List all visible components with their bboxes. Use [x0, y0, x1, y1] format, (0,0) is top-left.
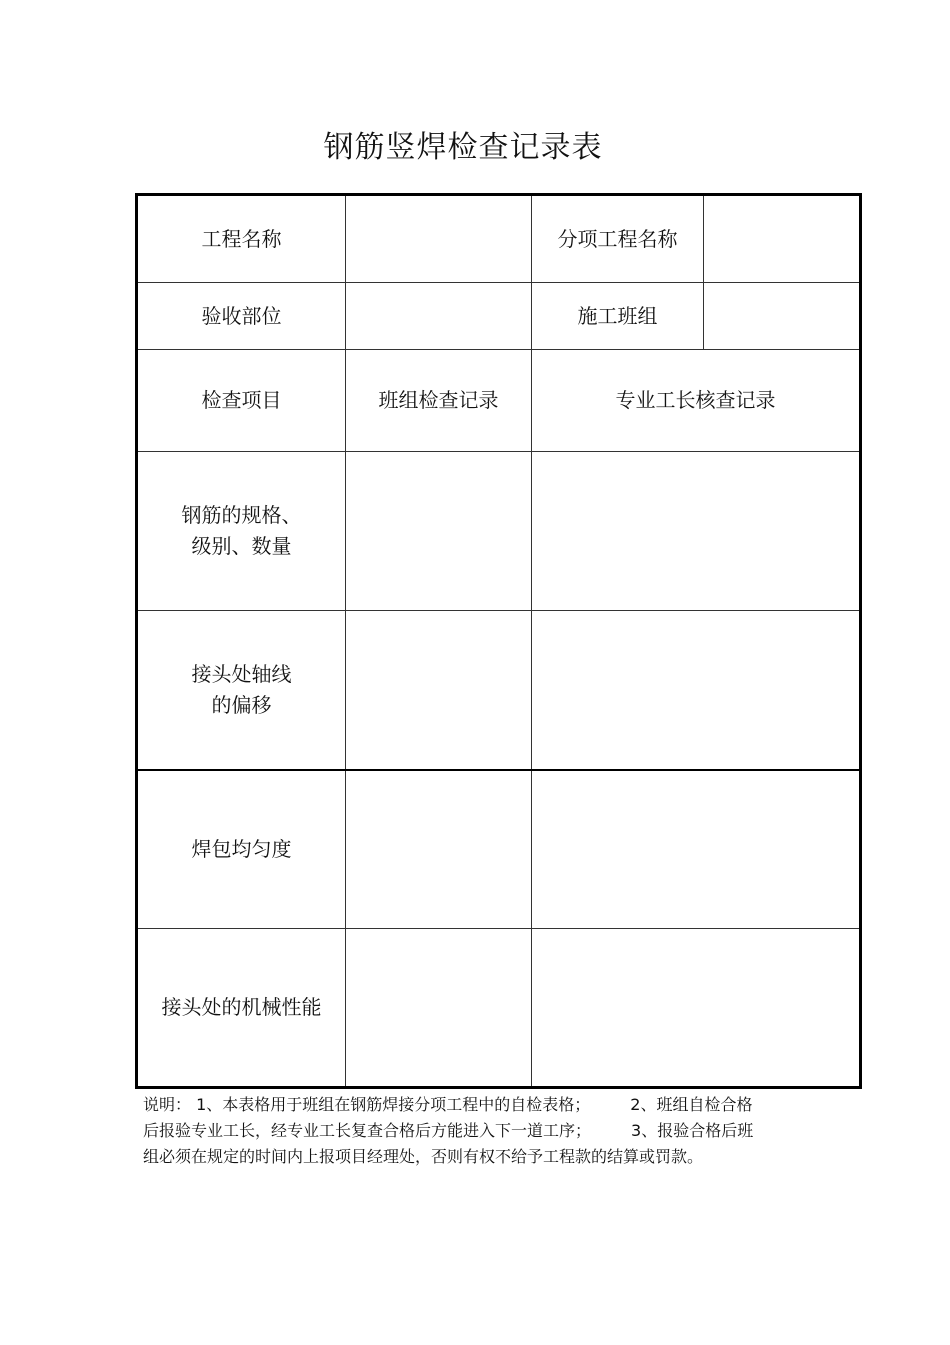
- foreman-record-field[interactable]: [532, 770, 861, 929]
- check-item-header: 检查项目: [137, 350, 346, 452]
- check-item-label: [137, 929, 346, 1088]
- acceptance-part-label: 验收部位: [137, 283, 346, 350]
- foreman-record-field[interactable]: [532, 452, 861, 611]
- acceptance-part-field[interactable]: [346, 283, 532, 350]
- inspection-record-table: [135, 193, 862, 1089]
- foreman-record-field[interactable]: [532, 611, 861, 770]
- note-line: [143, 1092, 823, 1118]
- table-row: [137, 611, 861, 770]
- note-text: 后报验专业工长，经专业工长复查合格后方能进入下一道工序；: [143, 1121, 592, 1140]
- note-line: [143, 1144, 823, 1170]
- project-name-label: 工程名称: [137, 195, 346, 283]
- check-item-label: [137, 770, 346, 929]
- team-record-field[interactable]: [346, 452, 532, 611]
- check-item-label: [137, 611, 346, 770]
- table-row: [137, 195, 861, 283]
- team-field[interactable]: [704, 283, 861, 350]
- team-record-field[interactable]: [346, 770, 532, 929]
- item-line: 钢筋的规格、: [181, 503, 302, 527]
- note-text: 说明： 1、本表格用于班组在钢筋焊接分项工程中的自检表格；: [143, 1095, 591, 1114]
- item-line: 接头处轴线: [191, 661, 292, 686]
- explanation-note: [143, 1092, 823, 1170]
- page-title: 钢筋竖焊检查记录表: [323, 130, 603, 165]
- note-text: 2、班组自检合格: [630, 1095, 753, 1114]
- foreman-record-field[interactable]: [532, 929, 861, 1088]
- check-item-label: [137, 452, 346, 611]
- item-line: 级别、数量: [191, 534, 292, 558]
- table-row: [137, 350, 861, 452]
- item-line: 焊包均匀度: [191, 836, 292, 861]
- sub-project-label: 分项工程名称: [532, 195, 704, 283]
- foreman-record-header: 专业工长核查记录: [532, 350, 861, 452]
- note-text: 3、报验合格后班: [631, 1121, 754, 1140]
- table-row: [137, 283, 861, 350]
- note-text: 组必须在规定的时间内上报项目经理处，否则有权不给予工程款的结算或罚款。: [143, 1147, 704, 1166]
- team-record-field[interactable]: [346, 611, 532, 770]
- team-record-field[interactable]: [346, 929, 532, 1088]
- table-row: [137, 452, 861, 611]
- project-name-field[interactable]: [346, 195, 532, 283]
- table-row: [137, 929, 861, 1088]
- item-line: 的偏移: [211, 692, 272, 717]
- team-record-header: 班组检查记录: [346, 350, 532, 452]
- note-line: [143, 1118, 823, 1144]
- team-label: 施工班组: [532, 283, 704, 350]
- sub-project-field[interactable]: [704, 195, 861, 283]
- table-row: [137, 770, 861, 929]
- item-line: 接头处的机械性能: [161, 995, 322, 1019]
